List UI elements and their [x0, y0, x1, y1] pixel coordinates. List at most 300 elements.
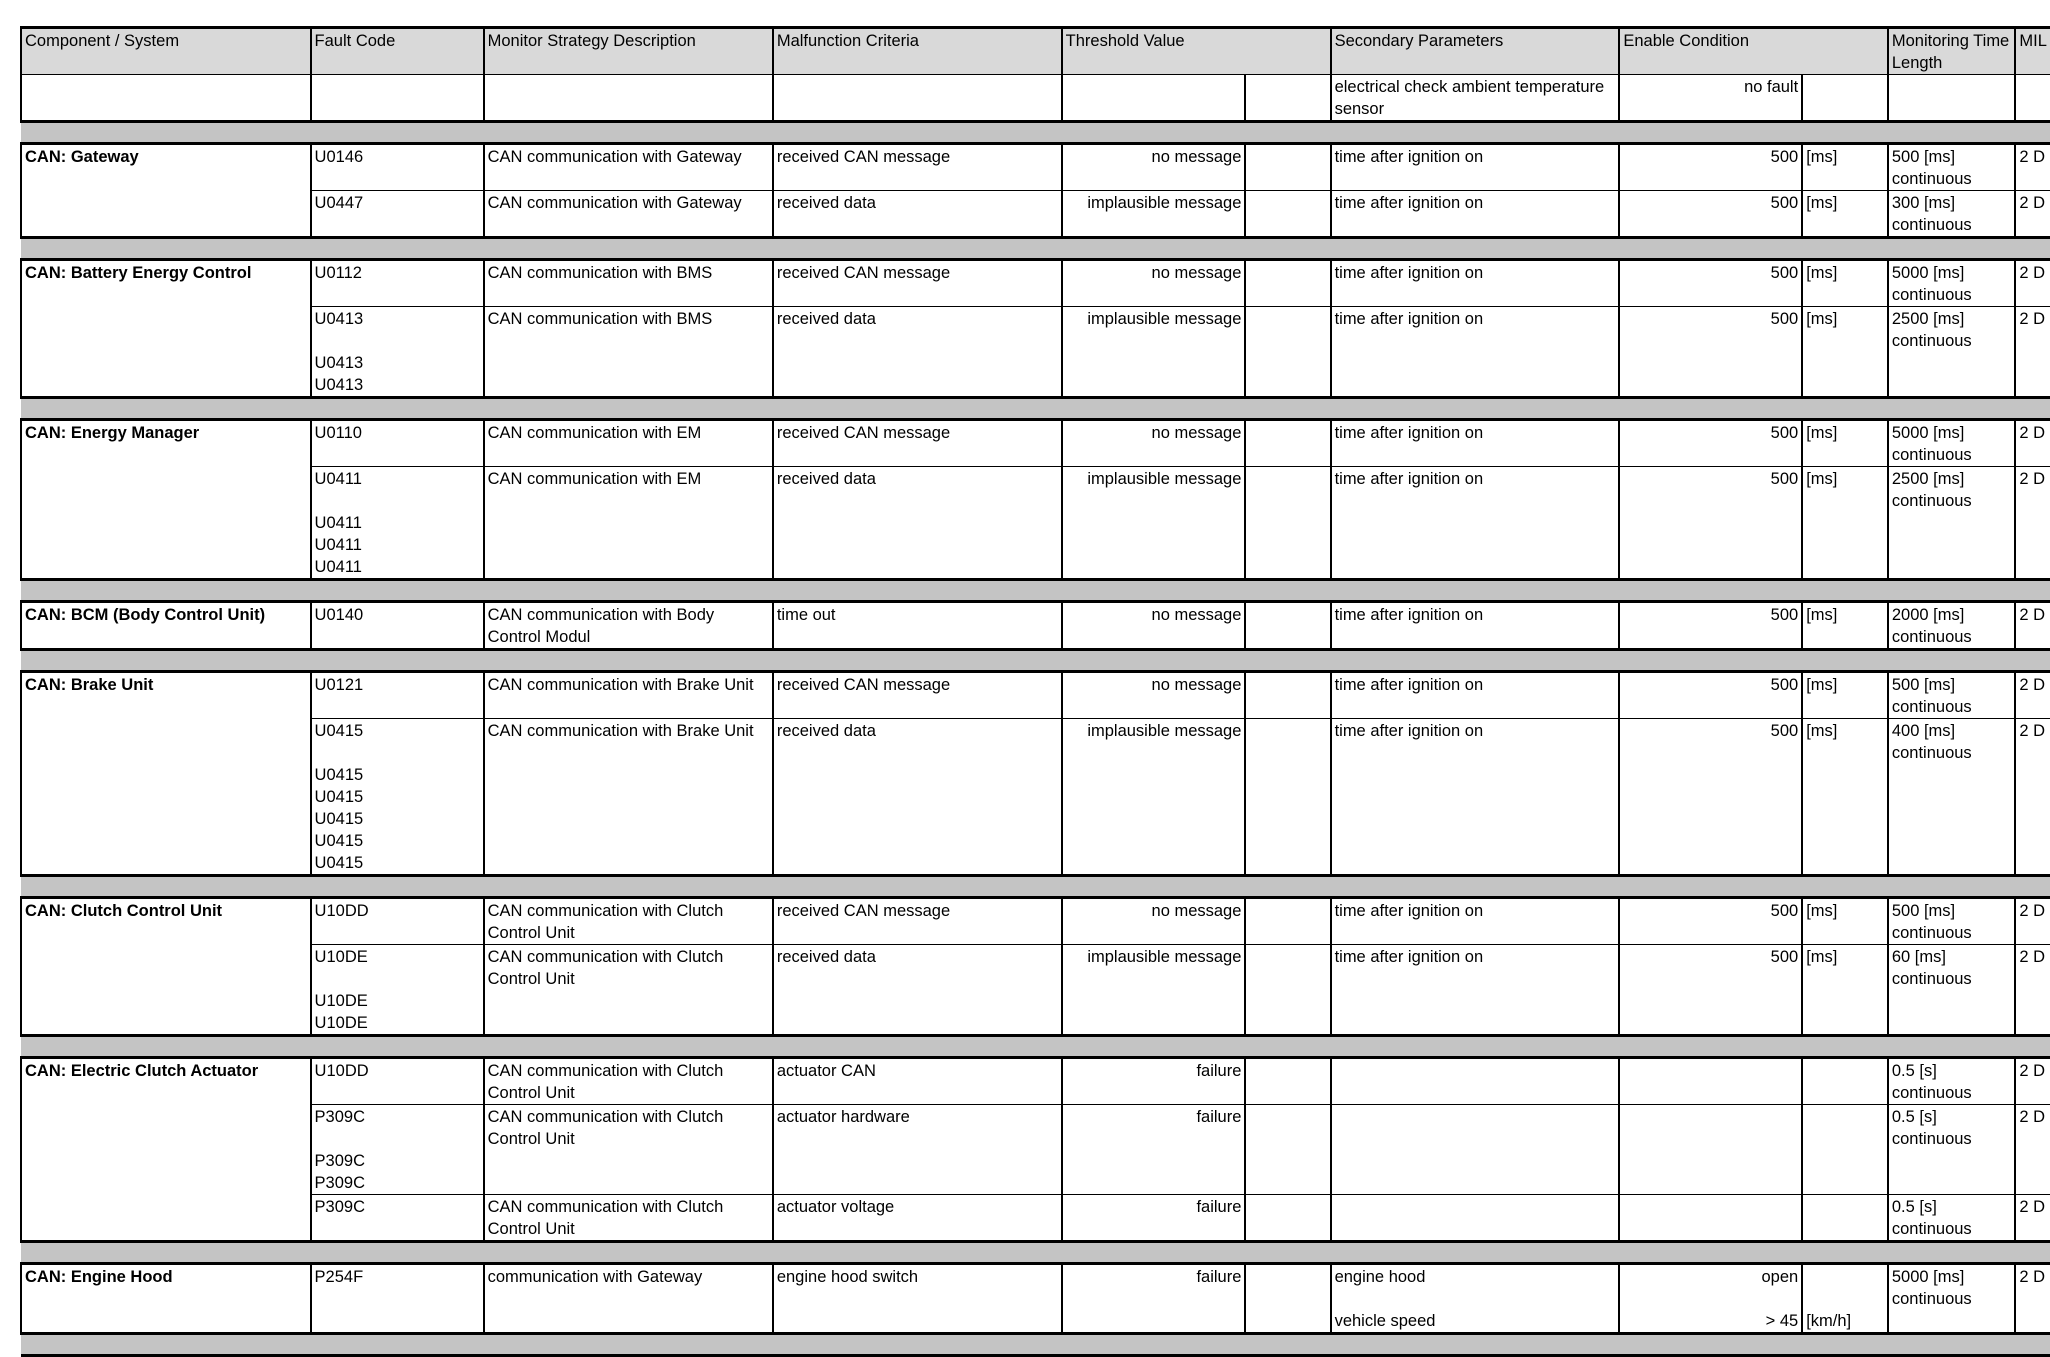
group-separator — [21, 122, 2050, 144]
threshold-value: failure — [1062, 1105, 1246, 1195]
fault-code: U0411 — [314, 536, 362, 554]
enable-unit-value: [ms] — [1806, 424, 1838, 442]
monitoring-time-line: 5000 [ms] — [1891, 424, 1965, 442]
monitoring-time — [1888, 672, 2016, 719]
malfunction-criteria: actuator CAN — [773, 1058, 1062, 1105]
mil-value: 2 D — [2015, 420, 2050, 467]
fault-code: U0415 — [314, 722, 364, 740]
monitoring-time-line: continuous — [1891, 970, 1972, 988]
enable-value: > 45 — [1765, 1312, 1799, 1330]
group-separator — [21, 398, 2050, 420]
monitoring-time-line: 500 [ms] — [1891, 902, 1956, 920]
header-monitor-strategy: Monitor Strategy Description — [484, 28, 773, 75]
monitoring-time-line: 60 [ms] — [1891, 948, 1946, 966]
threshold-extra — [1245, 1264, 1330, 1334]
group-separator — [21, 580, 2050, 602]
fault-code — [315, 1128, 480, 1150]
fault-code: U0415 — [314, 788, 364, 806]
monitoring-time — [1888, 260, 2016, 307]
group-separator — [21, 1036, 2050, 1058]
fault-code: U10DE — [314, 948, 368, 966]
mil-value: 2 D — [2015, 945, 2050, 1036]
malfunction-criteria: actuator voltage — [773, 1195, 1062, 1242]
header-mil: MIL — [2015, 28, 2050, 75]
fault-code: U0413 — [314, 310, 364, 328]
threshold-extra — [1245, 898, 1330, 945]
enable-value: 500 — [1770, 424, 1799, 442]
monitoring-time — [1888, 1105, 2016, 1195]
threshold-extra — [1245, 260, 1330, 307]
monitor-strategy: CAN communication with BMS — [484, 307, 773, 398]
monitoring-time — [1888, 719, 2016, 876]
monitor-strategy: CAN communication with EM — [484, 420, 773, 467]
enable-value: 500 — [1770, 676, 1799, 694]
enable-unit — [1802, 191, 1888, 238]
fault-code: U0112 — [314, 264, 362, 282]
mil-value: 2 D — [2015, 1195, 2050, 1242]
monitoring-time — [1888, 307, 2016, 398]
table-row — [21, 1264, 2050, 1334]
secondary-parameters — [1331, 1195, 1620, 1242]
fault-code: U0413 — [314, 376, 364, 394]
threshold-value: no message — [1062, 260, 1246, 307]
table-row — [21, 898, 2050, 945]
monitoring-time — [1888, 602, 2016, 650]
enable-value: 500 — [1770, 264, 1799, 282]
monitoring-time-line: continuous — [1891, 216, 1972, 234]
monitor-strategy: CAN communication with Clutch Control Unit — [484, 1105, 773, 1195]
header-component: Component / System — [21, 28, 311, 75]
secondary-parameter: time after ignition on — [1334, 902, 1484, 920]
secondary-parameter: time after ignition on — [1334, 948, 1484, 966]
monitor-strategy: CAN communication with Body Control Modul — [484, 602, 773, 650]
monitoring-time-line: 2500 [ms] — [1891, 310, 1965, 328]
fault-code: U0415 — [314, 766, 364, 784]
threshold-extra — [1245, 602, 1330, 650]
monitoring-time-line: continuous — [1891, 1084, 1972, 1102]
mil-value: 2 D — [2015, 719, 2050, 876]
fault-code: U0413 — [314, 354, 364, 372]
mil-value: 2 D — [2015, 467, 2050, 580]
table-row — [21, 672, 2050, 719]
enable-condition — [1619, 602, 1802, 650]
fault-code — [315, 490, 480, 512]
threshold-value: implausible message — [1062, 467, 1246, 580]
monitor-strategy: CAN communication with Brake Unit — [484, 719, 773, 876]
fault-code: P309C — [314, 1198, 365, 1216]
threshold-value: no message — [1062, 420, 1246, 467]
secondary-parameters — [1331, 144, 1620, 191]
fault-code: U0121 — [314, 676, 364, 694]
fault-code-cell — [311, 602, 484, 650]
secondary-parameter: time after ignition on — [1334, 310, 1484, 328]
enable-unit-value: [ms] — [1806, 606, 1838, 624]
threshold-extra — [1245, 1058, 1330, 1105]
table-row — [21, 467, 2050, 580]
enable-value: 500 — [1770, 470, 1799, 488]
mil-value: 2 D — [2015, 1105, 2050, 1195]
component-name: CAN: Brake Unit — [21, 672, 311, 876]
enable-condition — [1619, 1264, 1802, 1334]
fault-code: U0415 — [314, 832, 364, 850]
mil-value: 2 D — [2015, 307, 2050, 398]
carryover-secondary: electrical check ambient temperature sensor — [1331, 75, 1620, 122]
enable-unit — [1802, 719, 1888, 876]
threshold-value: no message — [1062, 898, 1246, 945]
secondary-parameters — [1331, 307, 1620, 398]
secondary-parameter: time after ignition on — [1334, 194, 1484, 212]
threshold-value: failure — [1062, 1195, 1246, 1242]
threshold-value: failure — [1062, 1058, 1246, 1105]
threshold-value: no message — [1062, 144, 1246, 191]
enable-value: 500 — [1770, 902, 1799, 920]
enable-unit-value: [ms] — [1806, 148, 1838, 166]
threshold-value: implausible message — [1062, 191, 1246, 238]
monitor-strategy: CAN communication with Brake Unit — [484, 672, 773, 719]
monitoring-time — [1888, 144, 2016, 191]
enable-condition — [1619, 719, 1802, 876]
monitoring-time-line: continuous — [1891, 1130, 1972, 1148]
mil-value: 2 D — [2015, 672, 2050, 719]
monitoring-time-line: 0.5 [s] — [1891, 1198, 1937, 1216]
enable-condition — [1619, 420, 1802, 467]
threshold-extra — [1245, 1105, 1330, 1195]
mil-value: 2 D — [2015, 1058, 2050, 1105]
monitoring-time — [1888, 1195, 2016, 1242]
header-monitoring-time: Monitoring Time Length — [1888, 28, 2016, 75]
fault-code: U0411 — [314, 470, 362, 488]
threshold-value: implausible message — [1062, 307, 1246, 398]
table-row — [21, 420, 2050, 467]
secondary-parameter: vehicle speed — [1334, 1312, 1436, 1330]
secondary-parameters — [1331, 898, 1620, 945]
threshold-extra — [1245, 672, 1330, 719]
monitoring-time-line: 2000 [ms] — [1891, 606, 1965, 624]
enable-condition — [1619, 1105, 1802, 1195]
fault-code-cell — [311, 144, 484, 191]
fault-code: U0411 — [314, 558, 362, 576]
threshold-value: no message — [1062, 672, 1246, 719]
secondary-parameters — [1331, 467, 1620, 580]
table-row — [21, 1195, 2050, 1242]
secondary-parameters — [1331, 1105, 1620, 1195]
enable-unit-value: [ms] — [1806, 194, 1838, 212]
monitoring-time-line: 500 [ms] — [1891, 148, 1956, 166]
monitoring-time-line: continuous — [1891, 1220, 1972, 1238]
fault-code-cell — [311, 945, 484, 1036]
monitor-strategy: CAN communication with Gateway — [484, 144, 773, 191]
enable-unit — [1802, 1058, 1888, 1105]
malfunction-criteria: received CAN message — [773, 144, 1062, 191]
mil-value: 2 D — [2015, 1264, 2050, 1334]
enable-unit — [1802, 307, 1888, 398]
enable-value: 500 — [1770, 606, 1799, 624]
table-body — [21, 28, 2050, 1356]
component-name: CAN: Electric Clutch Actuator — [21, 1058, 311, 1242]
fault-code: U0411 — [314, 514, 362, 532]
enable-unit — [1802, 467, 1888, 580]
enable-unit-value: [km/h] — [1806, 1312, 1852, 1330]
enable-condition — [1619, 1195, 1802, 1242]
secondary-parameter: time after ignition on — [1334, 722, 1484, 740]
enable-unit — [1802, 945, 1888, 1036]
secondary-parameters — [1331, 719, 1620, 876]
enable-value: 500 — [1770, 948, 1799, 966]
fault-code: U0447 — [314, 194, 364, 212]
monitoring-time-line: continuous — [1891, 170, 1972, 188]
monitoring-time-line: 0.5 [s] — [1891, 1108, 1937, 1126]
fault-code: U0415 — [314, 810, 364, 828]
secondary-parameters — [1331, 191, 1620, 238]
enable-unit-value: [ms] — [1806, 470, 1838, 488]
mil-value: 2 D — [2015, 144, 2050, 191]
malfunction-criteria: actuator hardware — [773, 1105, 1062, 1195]
monitoring-time-line: continuous — [1891, 286, 1972, 304]
enable-unit — [1802, 1195, 1888, 1242]
threshold-extra — [1245, 945, 1330, 1036]
enable-unit-value: [ms] — [1806, 722, 1838, 740]
enable-value — [1623, 1288, 1798, 1310]
fault-code-cell — [311, 1264, 484, 1334]
fault-code-cell — [311, 1195, 484, 1242]
enable-condition — [1619, 467, 1802, 580]
monitoring-time-line: continuous — [1891, 332, 1972, 350]
enable-unit-value: [ms] — [1806, 676, 1838, 694]
monitoring-time-line: continuous — [1891, 698, 1972, 716]
monitoring-time — [1888, 1058, 2016, 1105]
monitoring-time-line: continuous — [1891, 924, 1972, 942]
component-name: CAN: Engine Hood — [21, 1264, 311, 1334]
enable-condition — [1619, 898, 1802, 945]
table-row — [21, 144, 2050, 191]
fault-code: P309C — [314, 1108, 365, 1126]
enable-condition — [1619, 945, 1802, 1036]
fault-code — [315, 330, 480, 352]
secondary-parameter: time after ignition on — [1334, 148, 1484, 166]
threshold-extra — [1245, 719, 1330, 876]
monitoring-time-line: continuous — [1891, 628, 1972, 646]
monitoring-time-line: continuous — [1891, 446, 1972, 464]
threshold-value: implausible message — [1062, 945, 1246, 1036]
monitor-strategy: communication with Gateway — [484, 1264, 773, 1334]
table-row — [21, 191, 2050, 238]
group-separator — [21, 238, 2050, 260]
fault-code-cell — [311, 260, 484, 307]
threshold-extra — [1245, 307, 1330, 398]
fault-code-cell — [311, 191, 484, 238]
monitoring-time-line: 0.5 [s] — [1891, 1062, 1937, 1080]
fault-code-cell — [311, 719, 484, 876]
monitoring-time-line: 300 [ms] — [1891, 194, 1956, 212]
carryover-enable-value: no fault — [1619, 75, 1802, 122]
header-enable-condition: Enable Condition — [1619, 28, 1888, 75]
malfunction-criteria: time out — [773, 602, 1062, 650]
monitoring-time-line: 5000 [ms] — [1891, 264, 1965, 282]
monitoring-time — [1888, 945, 2016, 1036]
obd-monitor-table — [20, 26, 2050, 1357]
enable-value: 500 — [1770, 148, 1799, 166]
group-separator — [21, 1242, 2050, 1264]
table-row — [21, 1058, 2050, 1105]
enable-unit-value: [ms] — [1806, 948, 1838, 966]
monitoring-time — [1888, 191, 2016, 238]
table-row — [21, 307, 2050, 398]
enable-unit — [1802, 420, 1888, 467]
enable-unit-value: [ms] — [1806, 902, 1838, 920]
secondary-parameter — [1335, 1288, 1616, 1310]
secondary-parameters — [1331, 420, 1620, 467]
monitor-strategy: CAN communication with EM — [484, 467, 773, 580]
table-row — [21, 945, 2050, 1036]
fault-code-cell — [311, 420, 484, 467]
monitor-strategy: CAN communication with Gateway — [484, 191, 773, 238]
enable-value: 500 — [1770, 722, 1799, 740]
secondary-parameters — [1331, 1058, 1620, 1105]
component-name: CAN: Gateway — [21, 144, 311, 238]
secondary-parameter: time after ignition on — [1334, 676, 1484, 694]
secondary-parameter: time after ignition on — [1334, 264, 1484, 282]
threshold-extra — [1245, 420, 1330, 467]
threshold-extra — [1245, 467, 1330, 580]
fault-code: P309C — [314, 1152, 365, 1170]
secondary-parameters — [1331, 260, 1620, 307]
mil-value: 2 D — [2015, 260, 2050, 307]
mil-value: 2 D — [2015, 602, 2050, 650]
fault-code-cell — [311, 1058, 484, 1105]
table-row — [21, 719, 2050, 876]
malfunction-criteria: received CAN message — [773, 420, 1062, 467]
enable-unit-value — [1806, 1288, 1884, 1310]
malfunction-criteria: received data — [773, 191, 1062, 238]
fault-code-cell — [311, 1105, 484, 1195]
monitor-strategy: CAN communication with Clutch Control Unit — [484, 1195, 773, 1242]
enable-condition — [1619, 307, 1802, 398]
malfunction-criteria: received data — [773, 719, 1062, 876]
secondary-parameter: time after ignition on — [1334, 470, 1484, 488]
monitor-strategy: CAN communication with BMS — [484, 260, 773, 307]
fault-code-cell — [311, 307, 484, 398]
enable-unit — [1802, 602, 1888, 650]
fault-code: U0146 — [314, 148, 364, 166]
component-name: CAN: BCM (Body Control Unit) — [21, 602, 311, 650]
table-row — [21, 602, 2050, 650]
header-malfunction-criteria: Malfunction Criteria — [773, 28, 1062, 75]
fault-code — [315, 968, 480, 990]
fault-code: U0110 — [314, 424, 362, 442]
fault-code-cell — [311, 467, 484, 580]
monitoring-time-line: 2500 [ms] — [1891, 470, 1965, 488]
enable-value: open — [1761, 1268, 1799, 1286]
enable-value: 500 — [1770, 310, 1799, 328]
fault-code-cell — [311, 672, 484, 719]
monitoring-time — [1888, 898, 2016, 945]
group-separator — [21, 1334, 2050, 1356]
malfunction-criteria: engine hood switch — [773, 1264, 1062, 1334]
monitoring-time-line: 400 [ms] — [1891, 722, 1956, 740]
fault-code: P309C — [314, 1174, 365, 1192]
threshold-value: implausible message — [1062, 719, 1246, 876]
secondary-parameter: engine hood — [1334, 1268, 1426, 1286]
enable-condition — [1619, 144, 1802, 191]
fault-code: U10DD — [314, 1062, 369, 1080]
enable-condition — [1619, 191, 1802, 238]
monitoring-time-line: continuous — [1891, 1290, 1972, 1308]
enable-unit — [1802, 1105, 1888, 1195]
enable-value: 500 — [1770, 194, 1799, 212]
monitoring-time — [1888, 420, 2016, 467]
enable-unit-value — [1806, 1266, 1884, 1288]
secondary-parameters — [1331, 945, 1620, 1036]
table-row — [21, 260, 2050, 307]
threshold-value: failure — [1062, 1264, 1246, 1334]
carryover-row — [21, 75, 2050, 122]
threshold-extra — [1245, 191, 1330, 238]
header-secondary-parameters: Secondary Parameters — [1331, 28, 1620, 75]
monitor-strategy: CAN communication with Clutch Control Unit — [484, 898, 773, 945]
fault-code: U10DD — [314, 902, 369, 920]
fault-code: U0140 — [314, 606, 364, 624]
enable-unit — [1802, 898, 1888, 945]
malfunction-criteria: received CAN message — [773, 898, 1062, 945]
secondary-parameter: time after ignition on — [1334, 606, 1484, 624]
threshold-value: no message — [1062, 602, 1246, 650]
enable-unit — [1802, 672, 1888, 719]
monitor-strategy: CAN communication with Clutch Control Unit — [484, 1058, 773, 1105]
malfunction-criteria: received data — [773, 945, 1062, 1036]
fault-code: U10DE — [314, 992, 368, 1010]
threshold-extra — [1245, 144, 1330, 191]
monitoring-time-line: continuous — [1891, 744, 1972, 762]
monitoring-time — [1888, 1264, 2016, 1334]
monitoring-time-line: 5000 [ms] — [1891, 1268, 1965, 1286]
group-separator — [21, 650, 2050, 672]
monitoring-time-line: 500 [ms] — [1891, 676, 1956, 694]
component-name: CAN: Clutch Control Unit — [21, 898, 311, 1036]
malfunction-criteria: received data — [773, 467, 1062, 580]
threshold-extra — [1245, 1195, 1330, 1242]
table-row — [21, 1105, 2050, 1195]
header-fault-code: Fault Code — [311, 28, 484, 75]
enable-unit-value: [ms] — [1806, 264, 1838, 282]
malfunction-criteria: received data — [773, 307, 1062, 398]
secondary-parameters — [1331, 602, 1620, 650]
fault-code: P254F — [314, 1268, 364, 1286]
header-row — [21, 28, 2050, 75]
malfunction-criteria: received CAN message — [773, 672, 1062, 719]
enable-condition — [1619, 672, 1802, 719]
monitor-strategy: CAN communication with Clutch Control Unit — [484, 945, 773, 1036]
group-separator — [21, 876, 2050, 898]
enable-condition — [1619, 260, 1802, 307]
fault-code-cell — [311, 898, 484, 945]
secondary-parameters — [1331, 672, 1620, 719]
monitoring-time-line: continuous — [1891, 492, 1972, 510]
secondary-parameter: time after ignition on — [1334, 424, 1484, 442]
enable-unit — [1802, 260, 1888, 307]
enable-unit-value: [ms] — [1806, 310, 1838, 328]
header-threshold-value: Threshold Value — [1062, 28, 1331, 75]
monitoring-time — [1888, 467, 2016, 580]
mil-value: 2 D — [2015, 898, 2050, 945]
component-name: CAN: Energy Manager — [21, 420, 311, 580]
mil-value: 2 D — [2015, 191, 2050, 238]
enable-unit — [1802, 144, 1888, 191]
fault-code — [315, 742, 480, 764]
enable-condition — [1619, 1058, 1802, 1105]
fault-code: U10DE — [314, 1014, 368, 1032]
fault-code: U0415 — [314, 854, 364, 872]
enable-unit — [1802, 1264, 1888, 1334]
